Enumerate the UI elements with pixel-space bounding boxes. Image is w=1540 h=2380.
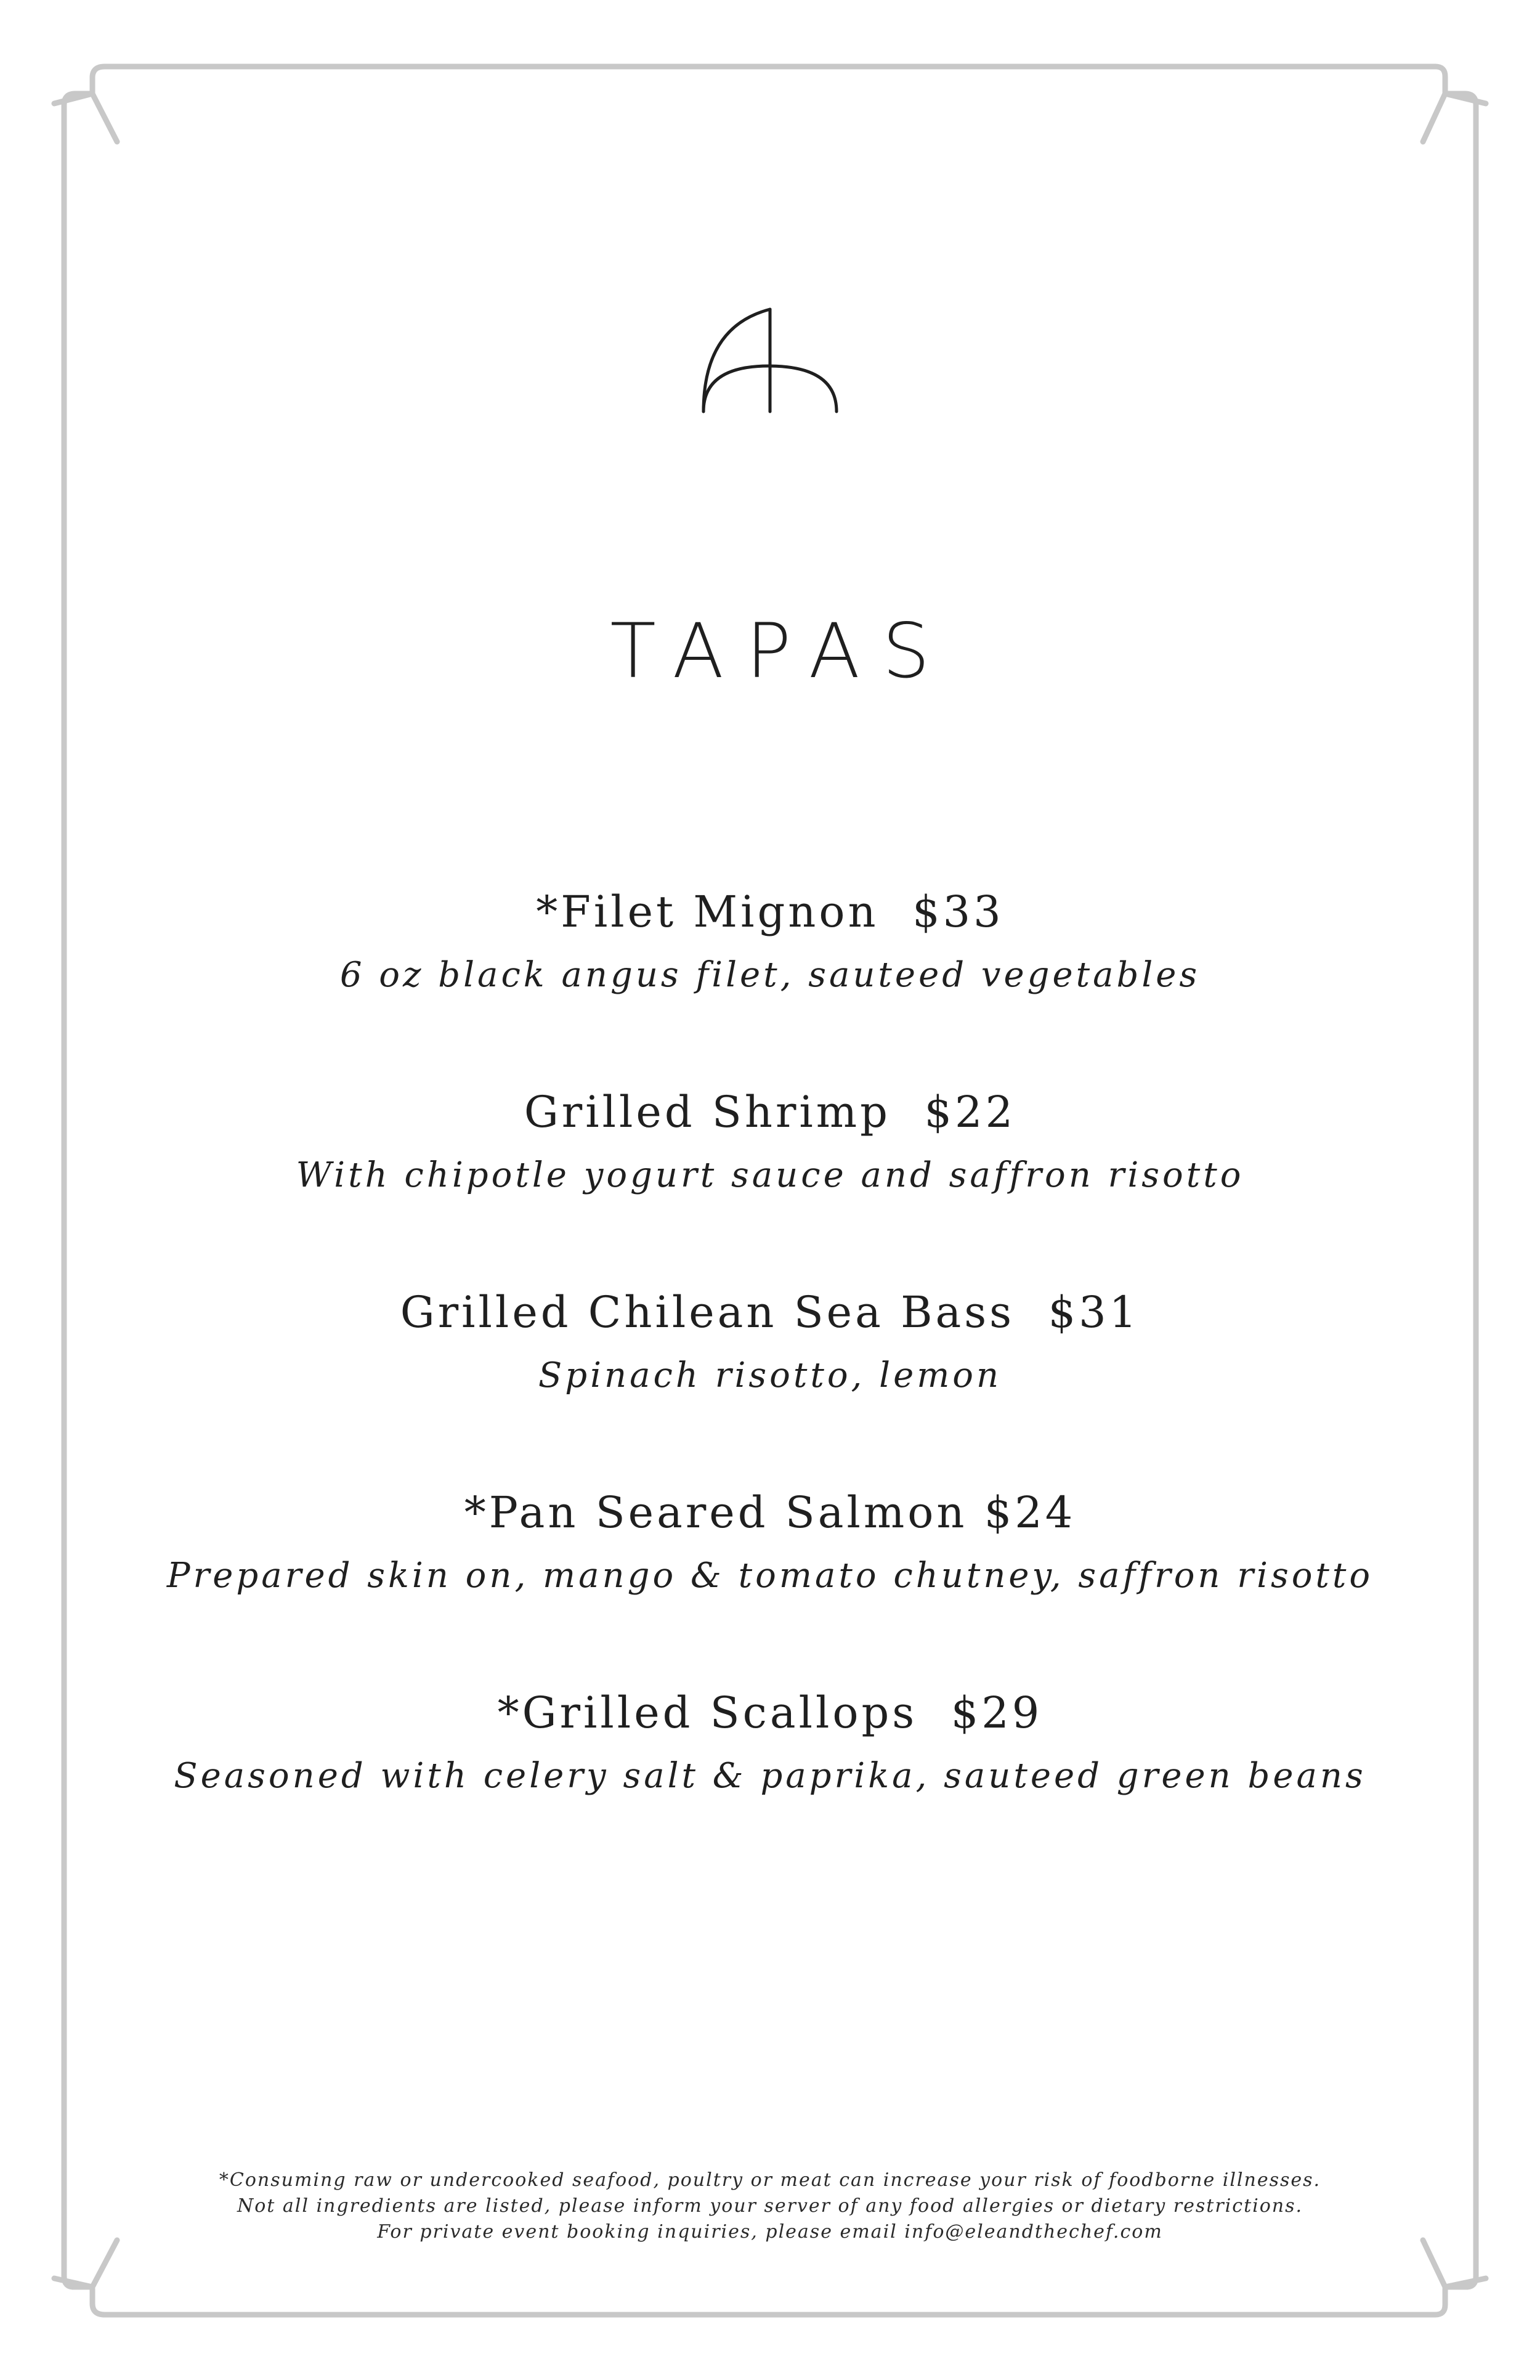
- item-description: Seasoned with celery salt & paprika, sauteed green beans: [174, 1756, 1366, 1796]
- item-description: Prepared skin on, mango & tomato chutney, saffron risotto: [166, 1556, 1374, 1596]
- item-description: With chipotle yogurt sauce and saffron risotto: [296, 1155, 1244, 1195]
- menu-title: TAPAS: [610, 607, 952, 695]
- item-name: *Grilled Scallops $29: [497, 1688, 1043, 1738]
- menu-item: [0, 1285, 1540, 1400]
- item-description: 6 oz black angus filet, sauteed vegetables: [339, 955, 1201, 995]
- menu-item: [0, 1685, 1540, 1801]
- item-name: Grilled Shrimp $22: [524, 1087, 1016, 1137]
- menu-item: [0, 1084, 1540, 1200]
- footer-disclaimer: [0, 2167, 1540, 2245]
- item-name: *Pan Seared Salmon $24: [464, 1487, 1076, 1538]
- item-description: Spinach risotto, lemon: [538, 1355, 1002, 1395]
- footer-line-allergy-notice: Not all ingredients are listed, please inform your server of any food allergies or dietary restrictions.: [237, 2195, 1303, 2217]
- menu-item: [0, 1485, 1540, 1601]
- arch-monogram-logo: [690, 302, 850, 425]
- item-name: *Filet Mignon $33: [536, 887, 1004, 937]
- item-name: Grilled Chilean Sea Bass $31: [400, 1287, 1140, 1338]
- footer-line-booking-contact: For private event booking inquiries, please email info@eleandthechef.com: [377, 2221, 1163, 2243]
- footer-line-health-warning: *Consuming raw or undercooked seafood, poultry or meat can increase your risk of foodborne illnesses.: [219, 2169, 1321, 2191]
- menu-item: [0, 884, 1540, 1000]
